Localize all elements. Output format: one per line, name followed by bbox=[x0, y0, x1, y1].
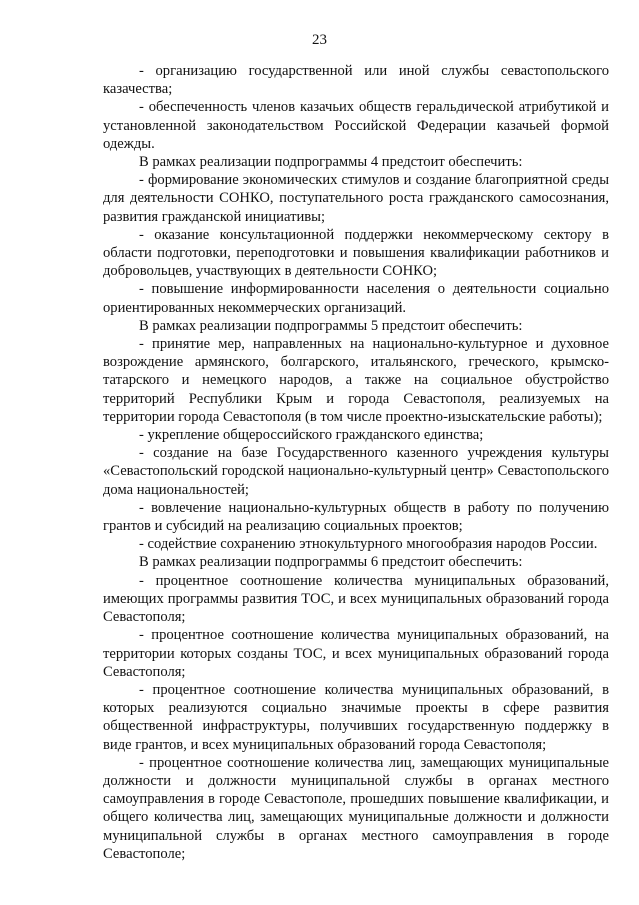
paragraph: - формирование экономических стимулов и создание благоприятной среды для деятельности СОНКО, поступательного роста гражданского самосознания, развития гражданской инициативы; bbox=[103, 172, 609, 225]
paragraph: - вовлечение национально-культурных обществ в работу по получению грантов и субсидий на реализацию социальных проектов; bbox=[103, 499, 609, 535]
paragraph: - создание на базе Государственного казенного учреждения культуры «Севастопольский городской национально-культурный центр» Севастопольского дома национальностей; bbox=[103, 445, 609, 498]
paragraph: - оказание консультационной поддержки некоммерческому сектору в области подготовки, переподготовки и повышения квалификации работников и добровольцев, участвующих в деятельности СОНКО; bbox=[103, 226, 609, 280]
paragraph: - повышение информированности населения о деятельности социально ориентированных некоммерческих организаций. bbox=[103, 281, 609, 316]
document-body bbox=[103, 62, 609, 863]
paragraph: - укрепление общероссийского гражданского единства; bbox=[139, 427, 484, 444]
paragraph: - процентное соотношение количества лиц, замещающих муниципальные должности и должности муниципальной службы в органах местного самоуправления в городе Севастополе, прошедших повышение квалификации, и общего количества лиц, замещающих муниципальные должности и должности муниципальной службы в органах местного самоуправления в городе Севастополе; bbox=[103, 754, 609, 862]
paragraph: - содействие сохранению этнокультурного многообразия народов России. bbox=[139, 536, 598, 553]
page-number: 23 bbox=[312, 32, 327, 48]
paragraph: В рамках реализации подпрограммы 4 предстоит обеспечить: bbox=[139, 154, 523, 171]
paragraph: - процентное соотношение количества муниципальных образований, в которых реализуются социально значимые проекты в сфере развития общественной инфраструктуры, получивших государственную поддержку в виде грантов, и всех муниципальных образований города Севастополя; bbox=[103, 681, 609, 753]
paragraph: - процентное соотношение количества муниципальных образований, имеющих программы развития ТОС, и всех муниципальных образований города Севастополя; bbox=[103, 572, 609, 626]
paragraph: - принятие мер, направленных на национально-культурное и духовное возрождение армянского, болгарского, итальянского, греческого, крымско-татарского и немецкого народов, а также на социальное обустройство территорий Республики Крым и города Севастополя, реализуемых на территории города Севастополя (в том числе проектно-изыскательские работы); bbox=[103, 336, 609, 425]
paragraph: - организацию государственной или иной службы севастопольского казачества; bbox=[103, 63, 609, 98]
paragraph: - обеспеченность членов казачьих обществ геральдической атрибутикой и установленной законодательством Российской Федерации казачьей формой одежды. bbox=[103, 99, 609, 152]
paragraph: - процентное соотношение количества муниципальных образований, на территории которых созданы ТОС, и всех муниципальных образований города Севастополя; bbox=[103, 627, 609, 680]
paragraph: В рамках реализации подпрограммы 5 предстоит обеспечить: bbox=[139, 317, 523, 334]
paragraph: В рамках реализации подпрограммы 6 предстоит обеспечить: bbox=[139, 554, 523, 571]
